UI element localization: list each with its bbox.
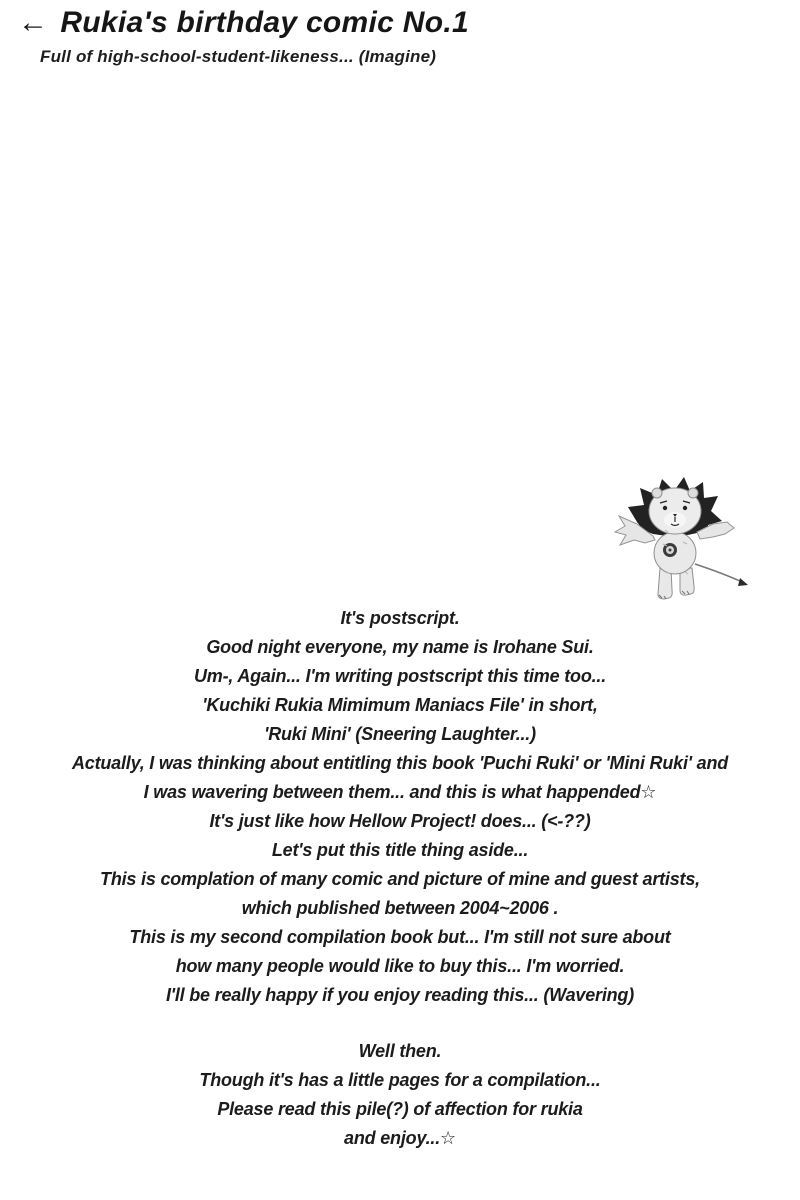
- page-header: [18, 6, 778, 67]
- postscript-line: I was wavering between them... and this is what happended☆: [143, 782, 657, 802]
- postscript-paragraph-1: [0, 604, 800, 1010]
- belly-emblem-dot: [669, 549, 672, 552]
- postscript-line: how many people would like to buy this... I'm worried.: [175, 956, 625, 976]
- postscript-line: This is my second compilation book but... I'm still not sure about: [129, 927, 671, 947]
- postscript-line: It's postscript.: [340, 608, 460, 628]
- postscript-line: It's just like how Hellow Project! does... (<-??): [209, 811, 591, 831]
- postscript-line: I'll be really happy if you enjoy reading this... (Wavering): [165, 985, 635, 1005]
- left-eye: [663, 506, 667, 510]
- left-arrow-icon: ←: [18, 6, 49, 39]
- tail-line: [695, 564, 742, 582]
- postscript-line: Please read this pile(?) of affection for rukia: [217, 1099, 583, 1119]
- postscript-line: 'Kuchiki Rukia Mimimum Maniacs File' in short,: [202, 695, 598, 715]
- postscript-text-block: [0, 604, 800, 1153]
- postscript-line: Actually, I was thinking about entitling this book 'Puchi Ruki' or 'Mini Ruki' and: [71, 753, 729, 773]
- postscript-line: Well then.: [358, 1041, 442, 1061]
- tail-tip: [738, 578, 748, 586]
- left-ear-shape: [652, 488, 662, 498]
- right-eye: [683, 506, 687, 510]
- postscript-line: This is complation of many comic and picture of mine and guest artists,: [100, 869, 700, 889]
- page-title: Rukia's birthday comic No.1: [60, 6, 469, 39]
- postscript-line: Let's put this title thing aside...: [271, 840, 529, 860]
- page-subtitle: Full of high-school-student-likeness... (Imagine): [40, 47, 437, 66]
- postscript-line: Um-, Again... I'm writing postscript this time too...: [193, 666, 607, 686]
- postscript-line: which published between 2004~2006 .: [241, 898, 559, 918]
- postscript-line: Though it's has a little pages for a compilation...: [199, 1070, 601, 1090]
- postscript-line: and enjoy...☆: [344, 1128, 456, 1148]
- kon-lion-plush-illustration: [613, 476, 753, 606]
- right-ear-shape: [688, 488, 698, 498]
- postscript-paragraph-2: [0, 1037, 800, 1153]
- postscript-line: 'Ruki Mini' (Sneering Laughter...): [264, 724, 536, 744]
- postscript-line: Good night everyone, my name is Irohane Sui.: [206, 637, 594, 657]
- page-title-row: [18, 6, 778, 40]
